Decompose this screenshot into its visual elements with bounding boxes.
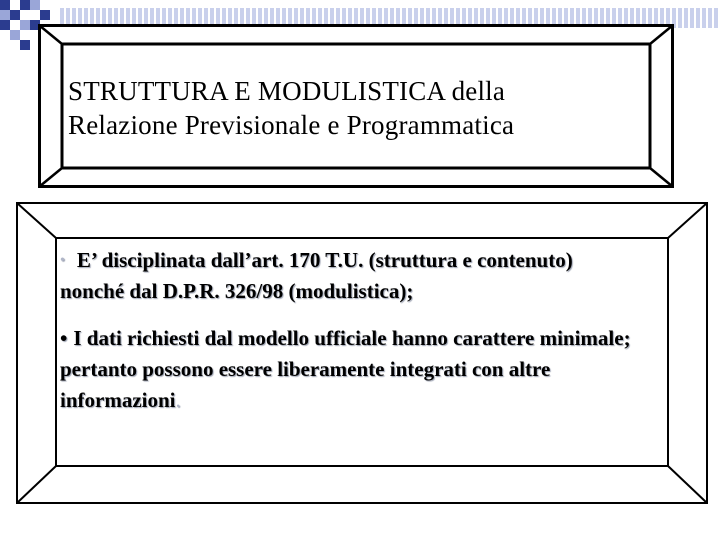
paragraph-1	[60, 245, 635, 307]
paragraph-1-text: E’ disciplinata dall’art. 170 T.U. (struttura e contenuto) nonché dal D.P.R. 326/98 (modulistica);	[60, 248, 573, 303]
body-content	[60, 245, 635, 432]
title-line-2: Relazione Previsionale e Programmatica	[68, 110, 515, 140]
title-line-1: STRUTTURA E MODULISTICA della	[68, 76, 506, 106]
decor-square-10	[20, 20, 30, 30]
paragraph-2	[60, 323, 635, 416]
decor-square-5	[0, 10, 10, 20]
decor-square-2	[10, 0, 20, 10]
decor-square-12	[10, 30, 20, 40]
decor-square-13	[20, 40, 30, 50]
paragraph-2-trailing: .	[175, 388, 181, 412]
decor-square-7	[20, 10, 30, 20]
page-title	[68, 74, 628, 142]
paragraph-2-text: I dati richiesti dal modello ufficiale hanno carattere minimale; pertanto possono essere liberamente integrati con altre informazioni	[60, 326, 631, 412]
decor-square-4	[30, 0, 40, 10]
decor-square-6	[10, 10, 20, 20]
decor-square-3	[20, 0, 30, 10]
bullet-icon: •	[60, 253, 65, 268]
decor-square-8	[40, 10, 50, 20]
bullet-icon: •	[60, 326, 68, 350]
decor-square-1	[0, 0, 10, 10]
decor-square-9	[0, 20, 10, 30]
